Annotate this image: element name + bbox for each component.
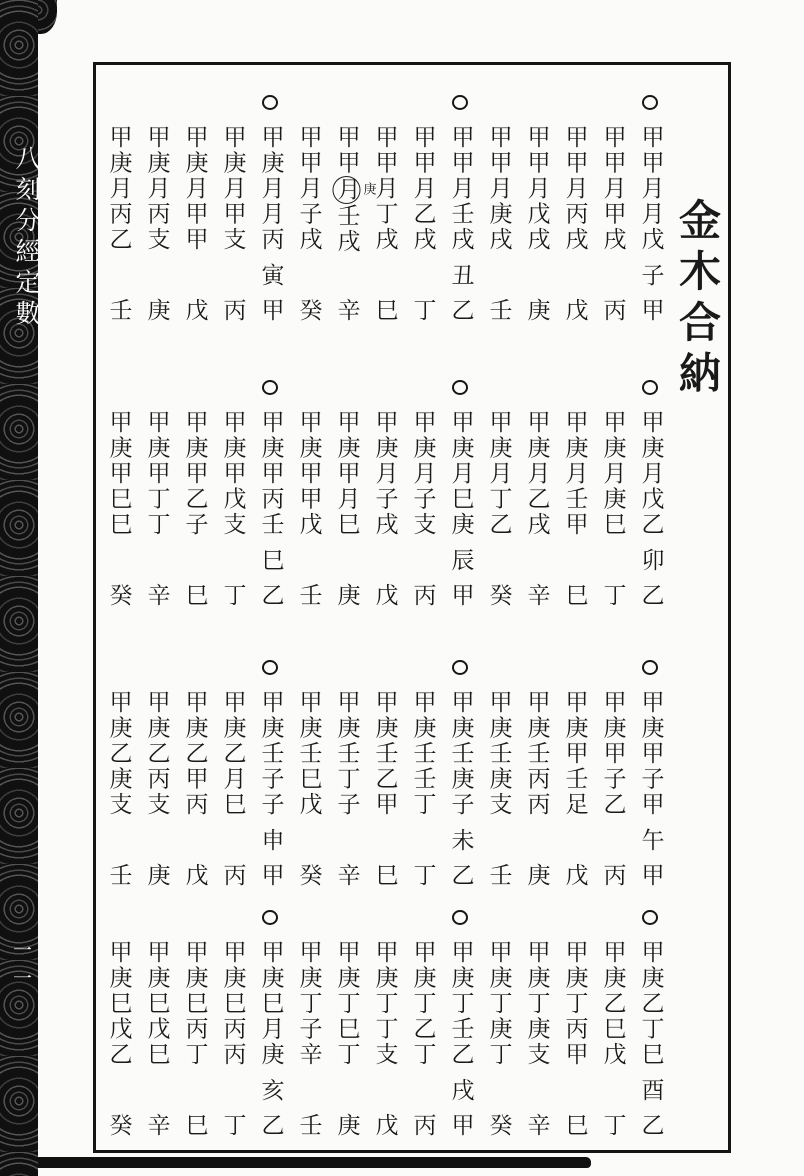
column-main-text: 甲庚甲壬足 <box>561 690 588 818</box>
bottom-stem-char: 丙 <box>599 863 626 886</box>
column-main-text: 甲庚月巳庚 <box>447 410 474 538</box>
section-circle-mark <box>452 910 468 925</box>
column-main-text: 甲庚甲子甲 <box>637 690 664 818</box>
text-column <box>177 95 211 347</box>
text-column <box>443 660 477 912</box>
circled-char: 月 庚 <box>333 177 376 203</box>
column-main-text: 甲庚壬巳戊 <box>295 690 322 818</box>
bottom-stem-char: 辛 <box>143 1113 170 1136</box>
bottom-stem-char: 乙 <box>637 583 664 606</box>
text-column <box>519 910 553 1162</box>
column-main-text: 甲庚月丙乙 <box>105 125 132 253</box>
column-main-text: 甲甲月壬戌 <box>447 125 474 253</box>
bottom-stem-char: 甲 <box>257 863 284 886</box>
section-circle-mark <box>452 95 468 110</box>
column-main-text: 甲庚月子戌 <box>371 410 398 538</box>
text-column <box>101 910 135 1162</box>
text-column <box>139 95 173 347</box>
bottom-stem-char: 甲 <box>637 298 664 321</box>
text-column <box>405 380 439 632</box>
text-column <box>291 910 325 1162</box>
text-column <box>329 910 363 1162</box>
bottom-stem-char: 庚 <box>333 583 360 606</box>
bottom-stem-char: 甲 <box>447 1113 474 1136</box>
text-column <box>101 95 135 347</box>
bottom-stem-char: 辛 <box>143 583 170 606</box>
bottom-stem-char: 巳 <box>181 1113 208 1136</box>
branch-char: 丑 <box>447 263 474 286</box>
column-main-text: 甲庚乙甲丙 <box>181 690 208 818</box>
bottom-stem-char: 癸 <box>485 583 512 606</box>
column-main-text: 甲庚壬庚支 <box>485 690 512 818</box>
bottom-stem-char: 辛 <box>333 298 360 321</box>
branch-char: 戌 <box>447 1078 474 1101</box>
bottom-stem-char: 戊 <box>181 863 208 886</box>
bottom-stem-char: 庚 <box>143 298 170 321</box>
text-column <box>215 660 249 912</box>
column-main-text: 甲庚乙丁巳 <box>637 940 664 1068</box>
bottom-stem-char: 壬 <box>295 1113 322 1136</box>
text-column <box>443 910 477 1162</box>
bottom-stem-char: 巳 <box>561 583 588 606</box>
section-circle-mark <box>262 910 278 925</box>
branch-char: 巳 <box>257 548 284 571</box>
column-main-text: 甲庚壬庚子 <box>447 690 474 818</box>
branch-char: 亥 <box>257 1078 284 1101</box>
column-main-text: 甲庚甲戊支 <box>219 410 246 538</box>
column-main-text: 甲庚甲月巳 <box>333 410 360 538</box>
text-column <box>633 660 667 912</box>
bottom-stem-char: 壬 <box>485 298 512 321</box>
char: 甲 <box>333 150 360 176</box>
book-title-margin: 八刻分經定數 <box>12 145 41 331</box>
column-main-text: 甲庚月丙支 <box>143 125 170 253</box>
column-main-text: 甲庚丁巳丁 <box>333 940 360 1068</box>
section-circle-mark <box>262 660 278 675</box>
column-main-text: 甲甲月戊戌 <box>523 125 550 253</box>
branch-char: 辰 <box>447 548 474 571</box>
column-main-text: 甲庚壬乙甲 <box>371 690 398 818</box>
column-main-text: 甲庚巳戊巳 <box>143 940 170 1068</box>
text-column <box>367 910 401 1162</box>
text-column <box>595 380 629 632</box>
column-main-text: 甲甲月甲戌 <box>599 125 626 253</box>
text-column <box>253 380 287 632</box>
column-main-text: 甲庚丁庚支 <box>523 940 550 1068</box>
page-number: 一一 <box>10 940 32 996</box>
text-column <box>253 660 287 912</box>
text-column <box>215 95 249 347</box>
text-column <box>291 95 325 347</box>
text-column <box>557 660 591 912</box>
column-main-text: 甲庚巳丙丙 <box>219 940 246 1068</box>
section-circle-mark <box>452 660 468 675</box>
column-main-text: 甲庚壬丁子 <box>333 690 360 818</box>
column-main-text: 甲庚甲乙子 <box>181 410 208 538</box>
column-main-text: 甲庚壬子子 <box>257 690 284 818</box>
column-main-text: 甲庚月丁乙 <box>485 410 512 538</box>
text-column <box>519 660 553 912</box>
text-column <box>405 910 439 1162</box>
column-main-text: 甲庚月庚巳 <box>599 410 626 538</box>
column-main-text: 甲庚丁乙丁 <box>409 940 436 1068</box>
bottom-stem-char: 丁 <box>219 583 246 606</box>
bottom-stem-char: 乙 <box>447 863 474 886</box>
text-column <box>215 910 249 1162</box>
column-main-text: 甲庚甲巳巳 <box>105 410 132 538</box>
section-circle-mark <box>642 660 658 675</box>
column-main-text: 甲庚甲丁丁 <box>143 410 170 538</box>
text-column <box>557 910 591 1162</box>
text-column <box>405 660 439 912</box>
text-column <box>291 660 325 912</box>
column-main-text: 甲庚月甲支 <box>219 125 246 253</box>
section-circle-mark <box>452 380 468 395</box>
text-column <box>633 910 667 1162</box>
bottom-stem-char: 乙 <box>257 1113 284 1136</box>
bottom-stem-char: 丁 <box>409 863 436 886</box>
bottom-stem-char: 戊 <box>181 298 208 321</box>
bottom-stem-char: 丙 <box>219 298 246 321</box>
text-column <box>481 660 515 912</box>
branch-char: 酉 <box>637 1078 664 1101</box>
bottom-stem-char: 丁 <box>599 1113 626 1136</box>
bottom-stem-char: 癸 <box>295 298 322 321</box>
section-circle-mark <box>262 95 278 110</box>
bottom-stem-char: 巳 <box>561 1113 588 1136</box>
text-column <box>177 660 211 912</box>
column-main-text: 甲甲月庚戌 <box>485 125 512 253</box>
text-column <box>557 380 591 632</box>
bottom-stem-char: 丙 <box>409 583 436 606</box>
branch-char: 卯 <box>637 548 664 571</box>
text-column <box>291 380 325 632</box>
bottom-stem-char: 庚 <box>523 863 550 886</box>
text-column <box>367 380 401 632</box>
text-column <box>177 910 211 1162</box>
column-main-text: 甲庚甲子乙 <box>599 690 626 818</box>
section-circle-mark <box>642 380 658 395</box>
bottom-stem-char: 甲 <box>447 583 474 606</box>
text-column <box>139 660 173 912</box>
column-main-text: 甲庚乙月巳 <box>219 690 246 818</box>
text-column <box>367 660 401 912</box>
bottom-stem-char: 癸 <box>295 863 322 886</box>
column-main-text: 甲庚月月丙 <box>257 125 284 253</box>
text-column <box>519 95 553 347</box>
column-main-text: 甲庚丁壬乙 <box>447 940 474 1068</box>
text-column <box>595 910 629 1162</box>
text-column <box>481 910 515 1162</box>
text-column <box>595 660 629 912</box>
section-circle-mark <box>642 95 658 110</box>
column-main-text: 甲庚巳月庚 <box>257 940 284 1068</box>
column-main-text: 甲庚丁丁支 <box>371 940 398 1068</box>
text-column <box>329 660 363 912</box>
bottom-stem-char: 乙 <box>447 298 474 321</box>
text-column <box>215 380 249 632</box>
bottom-stem-char: 辛 <box>333 863 360 886</box>
column-main-text: 甲庚丁子辛 <box>295 940 322 1068</box>
branch-char: 申 <box>257 828 284 851</box>
bottom-stem-char: 巳 <box>181 583 208 606</box>
column-main-text: 甲庚壬壬丁 <box>409 690 436 818</box>
column-main-text: 甲甲月丙戌 <box>561 125 588 253</box>
bottom-stem-char: 丙 <box>409 1113 436 1136</box>
text-column <box>595 95 629 347</box>
bottom-stem-char: 壬 <box>105 863 132 886</box>
bottom-stem-char: 戊 <box>371 1113 398 1136</box>
column-main-text: 甲甲月月戊 <box>637 125 664 253</box>
text-column <box>443 95 477 347</box>
column-main-text: 甲庚月乙戌 <box>523 410 550 538</box>
section-circle-mark <box>262 380 278 395</box>
branch-char: 寅 <box>257 263 284 286</box>
column-main-text <box>333 125 376 255</box>
bottom-stem-char: 辛 <box>523 1113 550 1136</box>
section-title: 金木合納 <box>673 198 722 402</box>
text-column <box>519 380 553 632</box>
bottom-stem-char: 戊 <box>371 583 398 606</box>
bottom-stem-char: 巳 <box>371 863 398 886</box>
bottom-stem-char: 甲 <box>257 298 284 321</box>
column-main-text: 甲庚乙丙支 <box>143 690 170 818</box>
bottom-stem-char: 庚 <box>143 863 170 886</box>
text-column <box>557 95 591 347</box>
bottom-stem-char: 壬 <box>295 583 322 606</box>
bottom-stem-char: 丁 <box>599 583 626 606</box>
text-column <box>329 95 376 347</box>
bottom-stem-char: 庚 <box>333 1113 360 1136</box>
text-column <box>367 95 401 347</box>
char: 壬 <box>333 203 360 229</box>
text-column <box>139 380 173 632</box>
column-main-text: 甲庚丁庚丁 <box>485 940 512 1068</box>
column-main-text: 甲甲月子戌 <box>295 125 322 253</box>
char: 戌 <box>333 229 360 255</box>
text-column <box>481 380 515 632</box>
column-main-text: 甲庚巳戊乙 <box>105 940 132 1068</box>
text-column <box>481 95 515 347</box>
bottom-stem-char: 壬 <box>105 298 132 321</box>
bottom-stem-char: 癸 <box>105 1113 132 1136</box>
branch-char: 午 <box>637 828 664 851</box>
text-column <box>101 380 135 632</box>
inserted-correction-char: 庚 <box>360 182 376 195</box>
text-column <box>253 95 287 347</box>
column-main-text: 甲庚月戊乙 <box>637 410 664 538</box>
column-main-text: 甲甲月乙戌 <box>409 125 436 253</box>
column-main-text: 甲庚月甲甲 <box>181 125 208 253</box>
bottom-stem-char: 辛 <box>523 583 550 606</box>
column-main-text: 甲庚月壬甲 <box>561 410 588 538</box>
bottom-stem-char: 巳 <box>371 298 398 321</box>
text-column <box>405 95 439 347</box>
bottom-stem-char: 乙 <box>637 1113 664 1136</box>
text-column <box>101 660 135 912</box>
text-column <box>633 95 667 347</box>
bottom-stem-char: 戊 <box>561 298 588 321</box>
branch-char: 子 <box>637 263 664 286</box>
bottom-stem-char: 丁 <box>219 1113 246 1136</box>
text-column <box>633 380 667 632</box>
column-main-text: 甲庚甲甲戊 <box>295 410 322 538</box>
bottom-stem-char: 癸 <box>105 583 132 606</box>
column-main-text: 甲庚月子支 <box>409 410 436 538</box>
bottom-stem-char: 癸 <box>485 1113 512 1136</box>
section-circle-mark <box>642 910 658 925</box>
column-main-text: 甲庚巳丙丁 <box>181 940 208 1068</box>
column-main-text: 甲庚壬丙丙 <box>523 690 550 818</box>
column-main-text: 甲庚丁丙甲 <box>561 940 588 1068</box>
char: 甲 <box>333 125 360 151</box>
column-main-text: 甲庚甲丙壬 <box>257 410 284 538</box>
bottom-stem-char: 丁 <box>409 298 436 321</box>
bottom-stem-char: 戊 <box>561 863 588 886</box>
text-column <box>329 380 363 632</box>
text-column <box>253 910 287 1162</box>
bottom-stem-char: 庚 <box>523 298 550 321</box>
text-column <box>177 380 211 632</box>
branch-char: 未 <box>447 828 474 851</box>
column-main-text: 甲庚乙巳戊 <box>599 940 626 1068</box>
text-column <box>139 910 173 1162</box>
bottom-stem-char: 壬 <box>485 863 512 886</box>
text-column <box>443 380 477 632</box>
bottom-stem-char: 丙 <box>219 863 246 886</box>
bottom-stem-char: 甲 <box>637 863 664 886</box>
column-main-text: 甲甲月丁戌 <box>371 125 398 253</box>
bottom-stem-char: 丙 <box>599 298 626 321</box>
column-main-text: 甲庚乙庚支 <box>105 690 132 818</box>
bottom-stem-char: 乙 <box>257 583 284 606</box>
